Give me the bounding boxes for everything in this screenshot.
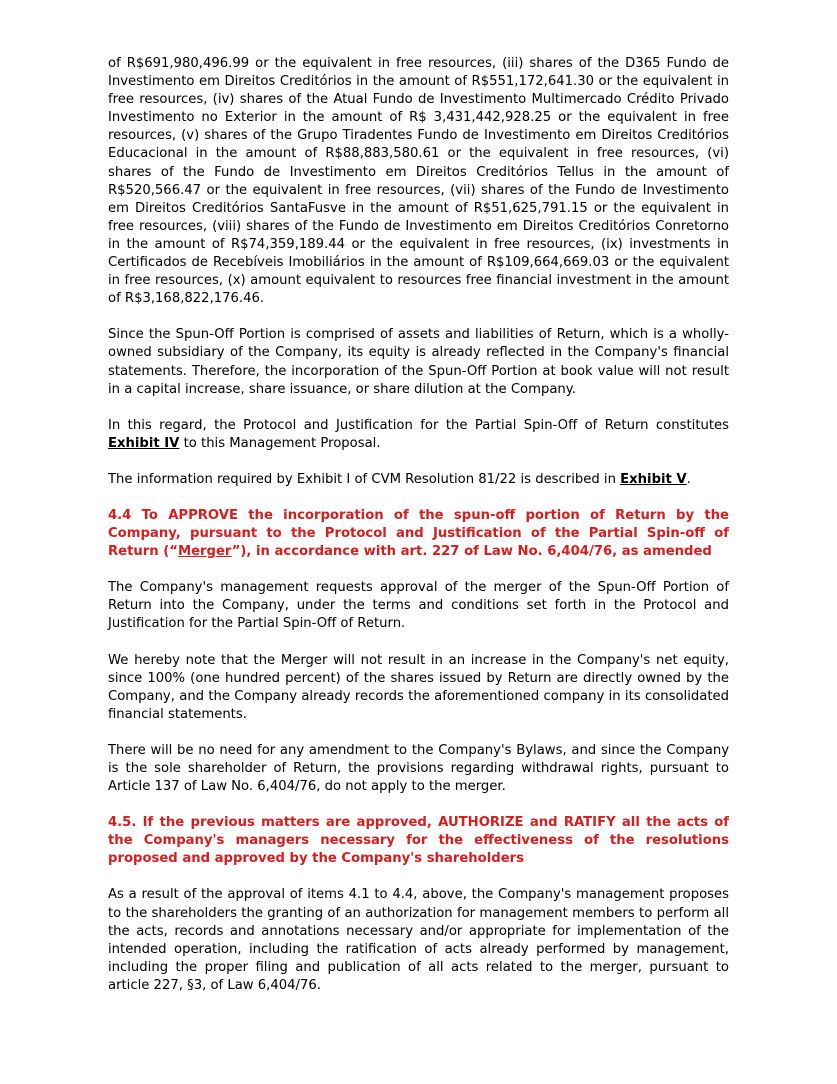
paragraph-protocol: [108, 417, 729, 453]
paragraph-authorization: As a result of the approval of items 4.1 to 4.4, above, the Company's management proposes to the shareholders the granting of an authorization for management members to perform all the acts, records and annotations necessary and/or appropriate for implementation of the intended operation, including the ratification of acts already performed by management, including the proper filing and publication of all acts related to the merger, pursuant to article 227, §3, of Law 6,404/76.: [108, 887, 729, 993]
exhibit-iv-link[interactable]: Exhibit IV: [108, 435, 180, 451]
paragraph-net-equity: We hereby note that the Merger will not result in an increase in the Company's net equity, since 100% (one hundred percent) of the shares issued by Return are directly owned by the Company, and the Company already records the aforementioned company in its consolidated financial statements.: [108, 652, 729, 722]
exhibit-v-link[interactable]: Exhibit V: [620, 471, 687, 487]
paragraph-bylaws: There will be no need for any amendment to the Company's Bylaws, and since the Company is the sole shareholder of Return, the provisions regarding withdrawal rights, pursuant to Article 137 of Law No. 6,404/76, do not apply to the merger.: [108, 742, 729, 795]
paragraph-cvm-info: [108, 471, 729, 489]
paragraph-merger-request: The Company's management requests approval of the merger of the Spun-Off Portion of Return into the Company, under the terms and conditions set forth in the Protocol and Justification for the Partial Spin-Off of Return.: [108, 580, 729, 632]
cvm-text: The information required by Exhibit I of CVM Resolution 81/22 is described in: [108, 471, 621, 487]
cvm-text-end: .: [686, 471, 691, 487]
heading-4-4-text: 4.4 To APPROVE the incorporation of the spun-off portion of Return by the Company, pursuant to the Protocol and Justification of the Partial Spin-off of Return (“: [108, 507, 729, 560]
paragraph-investments: of R$691,980,496.99 or the equivalent in free resources, (iii) shares of the D365 Fundo de Investimento em Direitos Creditórios in the amount of R$551,172,641.30 or the equivalent in free resources, (iv) shares of the Atual Fundo de Investimento Multimercado Crédito Privado Investimento no Exterior in the amount of R$ 3,431,442,928.25 or the equivalent in free resources, (v) shares of the Grupo Tiradentes Fundo de Investimento em Direitos Creditórios Educacional in the amount of R$88,883,580.61 or the equivalent in free resources, (vi) shares of the Fundo de Investimento em Direitos Creditórios Tellus in the amount of R$520,566.47 or the equivalent in free resources, (vii) shares of the Fundo de Investimento em Direitos Creditórios SantaFusve in the amount of R$51,625,791.15 or the equivalent in free resources, (viii) shares of the Fundo de Investimento em Direitos Creditórios Conretorno in the amount of R$74,359,189.44 or the equivalent in free resources, (ix) investments in Certificados de Recebíveis Imobiliários in the amount of R$109,664,669.03 or the equivalent in free resources, (x) amount equivalent to resources free financial investment in the amount of R$3,168,822,176.46.: [108, 56, 729, 307]
protocol-text: In this regard, the Protocol and Justification for the Partial Spin-Off of Return constitutes: [108, 417, 729, 433]
merger-term: Merger: [177, 544, 232, 560]
heading-4-4: [108, 507, 729, 561]
heading-4-4-text-end: ”), in accordance with art. 227 of Law No. 6,404/76, as amended: [231, 544, 712, 560]
paragraph-spun-off-equity: Since the Spun-Off Portion is comprised of assets and liabilities of Return, which is a wholly-owned subsidiary of the Company, its equity is already reflected in the Company's financial statements. Therefore, the incorporation of the Spun-Off Portion at book value will not result in a capital increase, share issuance, or share dilution at the Company.: [108, 327, 729, 397]
heading-4-5: 4.5. If the previous matters are approved, AUTHORIZE and RATIFY all the acts of the Company's managers necessary for the effectiveness of the resolutions proposed and approved by the Company's shareholders: [108, 815, 729, 867]
protocol-text-end: to this Management Proposal.: [179, 435, 381, 451]
